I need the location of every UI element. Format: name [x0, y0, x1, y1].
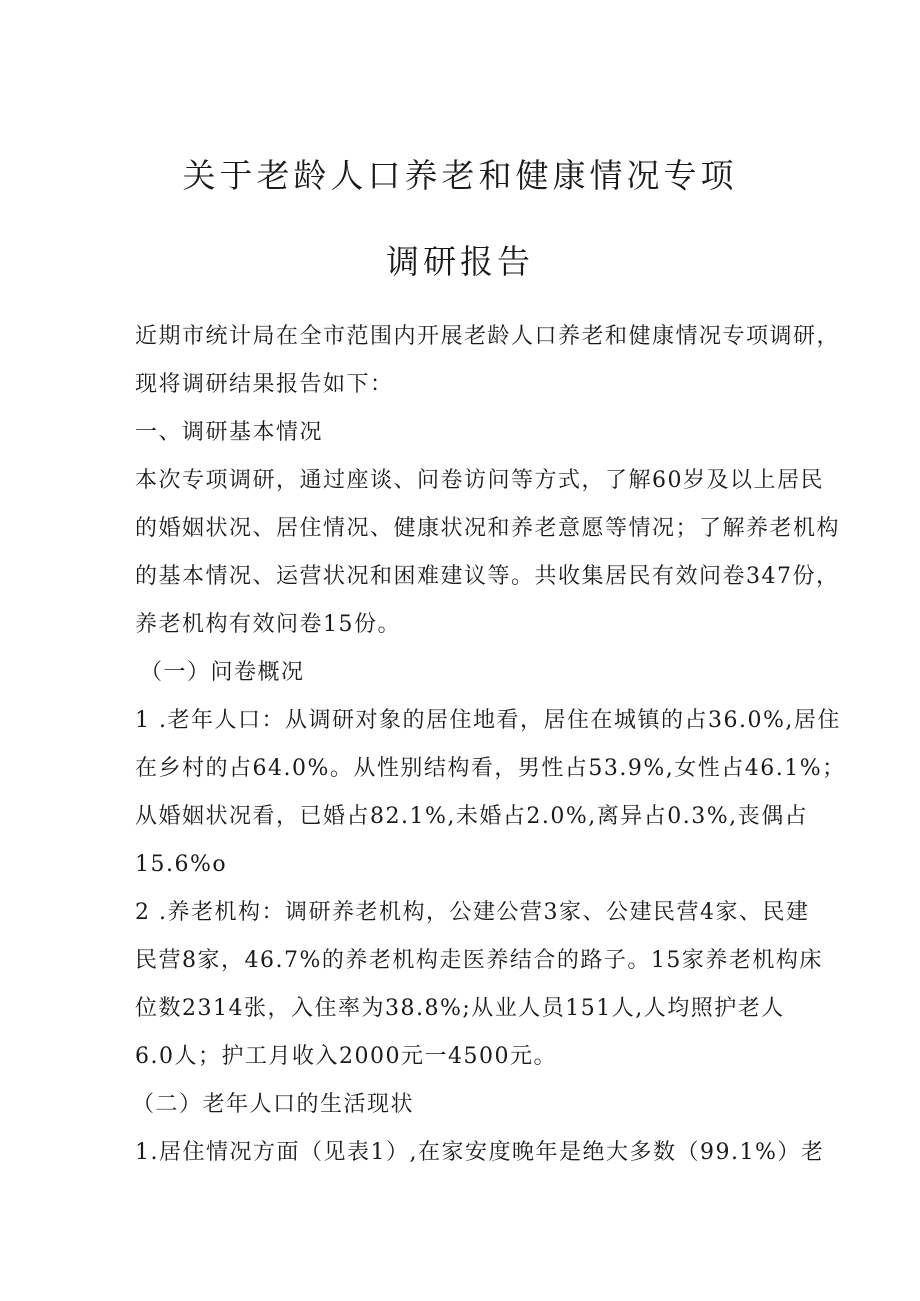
paragraph-line: 本次专项调研，通过座谈、问卷访问等方式，了解60岁及以上居民 — [135, 468, 824, 493]
paragraph-line: 从婚姻状况看，已婚占82.1%,未婚占2.0%,离异占0.3%,丧偶占 — [135, 804, 809, 829]
subsection-heading: （二）老年人口的生活现状 — [132, 1092, 415, 1117]
paragraph-line: 1.居住情况方面（见表1）,在家安度晚年是绝大多数（99.1%）老 — [135, 1140, 825, 1165]
paragraph-line: 1 .老年人口：从调研对象的居住地看，居住在城镇的占36.0%,居住 — [135, 708, 841, 733]
paragraph-line: 的基本情况、运营状况和困难建议等。共收集居民有效问卷347份， — [135, 564, 840, 589]
paragraph-line: 的婚姻状况、居住情况、健康状况和养老意愿等情况；了解养老机构 — [135, 516, 841, 541]
section-heading: 一、调研基本情况 — [135, 420, 324, 445]
paragraph-line: 15.6%o — [135, 852, 228, 877]
document-title-line-1: 关于老龄人口养老和健康情况专项 — [182, 156, 738, 195]
paragraph-line: 2 .养老机构：调研养老机构，公建公营3家、公建民营4家、民建 — [135, 900, 810, 925]
paragraph-line: 位数2314张，入住率为38.8%;从业人员151人,人均照护老人 — [135, 996, 785, 1021]
paragraph-line: 民营8家，46.7%的养老机构走医养结合的路子。15家养老机构床 — [135, 948, 823, 973]
subsection-heading: （一）问卷概况 — [140, 660, 305, 685]
paragraph-line: 养老机构有效问卷15份。 — [135, 612, 401, 637]
paragraph-intro-line: 近期市统计局在全市范围内开展老龄人口养老和健康情况专项调研， — [135, 324, 841, 349]
paragraph-line: 6.0人；护工月收入2000元一4500元。 — [135, 1044, 557, 1069]
paragraph-intro-line: 现将调研结果报告如下： — [135, 372, 394, 397]
paragraph-line: 在乡村的占64.0%。从性别结构看，男性占53.9%,女性占46.1%； — [135, 756, 846, 781]
document-title-line-2: 调研报告 — [386, 242, 534, 281]
